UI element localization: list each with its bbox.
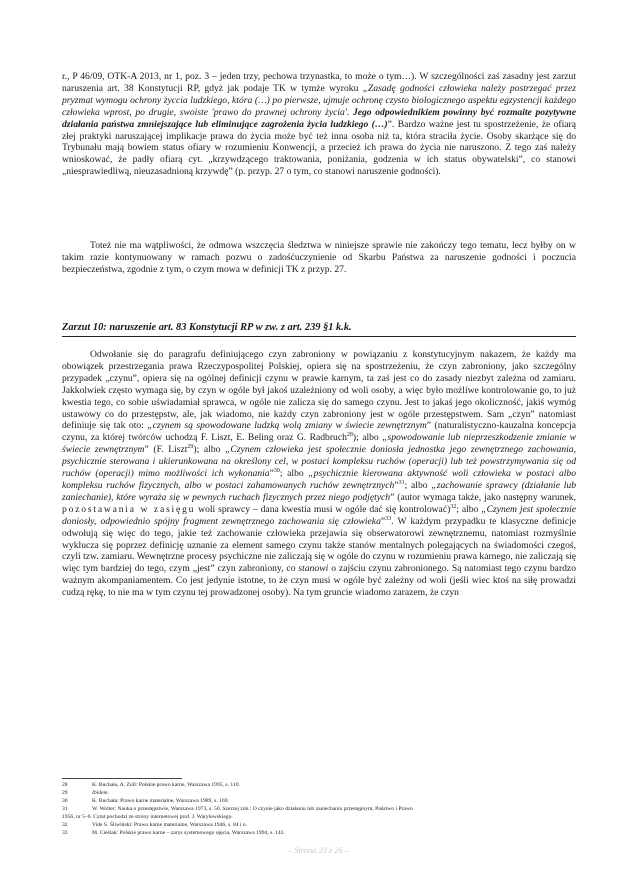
quote-tk-emphasis: Jego odpowiednikiem powinny być rozmaite pozytywne działania państwa zmniejszające lub eliminujące zagrożenia życia ludzkiego (…) (62, 106, 576, 130)
footnote (62, 797, 576, 805)
footnote-ref[interactable]: 32 (450, 503, 457, 510)
footnote-number: 30 (62, 798, 68, 804)
quote-definition: „czynem są spowodowane ludzką wolą zmiany w świecie zewnętrznym (147, 420, 427, 432)
footnotes (62, 781, 576, 837)
footnote-ref[interactable]: 29 (187, 444, 194, 451)
text-run: ” (380, 515, 386, 527)
text-run: ); albo (193, 444, 226, 456)
text-run: ; albo (456, 503, 482, 515)
footnote-number: 28 (62, 782, 68, 788)
emphasis-word: stanowi (298, 563, 329, 575)
quote-definition: „spowodowanie lub nieprzeszkodzenie zmianie w świecie zewnętrznym (62, 432, 576, 456)
footnote-number: 31 (62, 806, 68, 812)
footnote (62, 805, 576, 813)
footnote-ref[interactable]: 31 (398, 479, 405, 486)
text-run: woli sprawcy – dana kwestia musi w ogóle dać się kontrolować) (195, 503, 451, 515)
text-run: ; albo (279, 468, 309, 480)
heading-underline (62, 336, 576, 337)
quote-definition: „Czynem człowieka jest społecznie doniosła jednostka jego zewnętrznego zachowania, psychicznie sterowana i ukierunkowana na określony cel, w postaci kompleksu ruchów (operacji) lub też powstrzymywania się od ruchów (operacji) mimo możliwości ich wykonania (62, 444, 576, 480)
footnote-text: K. Buchała, A. Zoll: Polskie prawo karne, Warszawa 1995, s. 110. (92, 782, 240, 788)
text-run: r., P 46/09, OTK-A 2013, nr 1, poz. 3 – jeden trzy, pechowa trzynastka, to może o tym…). W szczególności zaś zasadny jest zarzut naruszenia art. 38 Konstytucji RP, gdyż jak podaje TK w tymże wyroku (62, 71, 576, 94)
quote-tk: „Zasadę godności człowieka należy postrzegać przez pryzmat wymogu ochrony życcia ludzkiego, która (…) po pierwsze, ujmuje ochronę czysto biologicznego aspektu egzystencji każdego człowieka wprost, po drugie, swoiste 'prawo do prawnej ochrony życia'. (62, 82, 576, 118)
section-heading (62, 322, 576, 333)
footnote-text: K. Buchała: Prawo karne materialne, Warszawa 1989, s. 169. (92, 798, 229, 804)
footnote-number: 29 (62, 790, 68, 796)
paragraph-main (62, 349, 576, 599)
spaced-text: pozostawania w zasięgu (62, 503, 196, 515)
text-run: ” (autor wymaga także, jako następny warunek, (390, 491, 576, 503)
footnote-text: W. Wolter: Nauka o przestępstwie, Warszawa 1973, s. 50. Szerzej zob.: O czynie jako działaniu lub zaniechaniu przestępnym, Państwo i Prawo (92, 806, 413, 812)
footnote-text: Ibidem. (92, 790, 109, 796)
quote-definition: „Czynem jest społecznie doniosły, odpowiednio spójny fragment zewnętrznego zachowania się człowieka (62, 503, 576, 527)
footnote-number: 33 (62, 830, 68, 836)
footnote (62, 821, 576, 829)
quote-definition: „zachowanie sprawcy (działanie lub zaniechanie), które wyraża się w pewnych ruchach fizycznych przez niego podjętych (62, 479, 577, 503)
footnote-text: M. Cieślak: Polskie prawo karne – zarys systemowego ujęcia, Warszawa 1994, s. 143. (92, 830, 285, 836)
footnote-continuation: 1956, nr 5–6. Cytat pochodzi ze strony internetowej prof. J. Warylewskiego. (62, 814, 233, 820)
paragraph-continuation (62, 71, 576, 178)
page-number: – Strona 23 z 26 – (288, 846, 349, 855)
footnote-ref[interactable]: 33 (385, 515, 392, 522)
text-run: ; albo (404, 479, 432, 491)
footnote-text: Vide S. Śliwiński: Prawo karne materialne, Warszawa 1946, s. 84 i n. (92, 822, 248, 828)
text-run: ” (naturalistyczno-kauzalna koncepcja czynu, za której twórców uchodzą F. Liszt, E. Beling oraz G. Radbruch (62, 420, 576, 444)
text-run: ” (394, 479, 399, 491)
text-run: ); albo (352, 432, 383, 444)
footnote-number: 32 (62, 822, 68, 828)
footnote-ref[interactable]: 30 (273, 468, 280, 475)
text-run: ” (269, 468, 274, 480)
text-run: o zajściu czynu zabronionego. Są natomiast tego czynu bardzo ważnym akompaniamentem. Co jest jedynie istotne, to że czyn musi w ogóle być zależny od woli (jeśli wiec ktoś na siłę prowadzi cudzą rękę, to nie ma w tym czynu tej prowadzonej osoby). Na tym gruncie wiadomo zarazem, że czyn (62, 563, 576, 599)
footnote (62, 781, 576, 789)
text-run: ” (F. Liszt (144, 444, 188, 456)
footnote-ref[interactable]: 28 (346, 432, 353, 439)
text-run: Odwołanie się do paragrafu definiującego czyn zabroniony w powiązaniu z konstytucyjnym nakazem, że każdy ma obowiązek przestrzegania prawa Rzeczypospolitej Polskiej, opiera się na spostrzeżeniu, że czyn zabroniony, jako szczególny przypadek „czynu”, opiera się na ogólnej definicji czynu w prawie karnym, ta zaś jest co do zasady niezbyt zależna od zamiaru. Jakkolwiek często wymaga się, by czyn w ogóle był jakoś uzależniony od woli osoby, a więc było możliwe kontrolowanie go, to już kwestia tego, co sobie uświadamiał sprawca, w ogóle nie zalicza się do samego czynu. Jest to jakaś jego okoliczność, jakiś wymóg ustawowy co do przestępstw, ale, jak wiadomo, nie każdy czyn zabroniony jest w ogóle przestępstwem. Sam „czyn” natomiast definiuje się tak oto: (62, 349, 576, 432)
footnote-separator (62, 778, 182, 779)
footnote (62, 789, 576, 797)
footnote (62, 829, 576, 837)
quote-definition: „psychicznie kierowana aktywność woli człowieka w postaci albo kompleksu ruchów fizycznych, albo w postaci zahamowanych ruchów zewnętrznych (62, 468, 576, 491)
paragraph-text: Toteż nie ma wątpliwości, że odmowa wszczęcia śledztwa w niniejsze sprawie nie zakończy tego tematu, lecz byłby on w takim razie kontynuowany w ramach pozwu o zadośćuczynienie od Skarbu Państwa za naruszenie godności i poczucia bezpieczeństwa, zgodnie z tym, o czym mowa w definicji TK z przyp. 27. (62, 240, 576, 275)
paragraph-conclusion (62, 240, 576, 276)
text-run: ”. Bardzo ważne jest tu spostrzeżenie, że ofiarą złej praktyki naruszającej implikacje prawa do życia może być też inna osoba niż ta, która straciła życie. Osoby skarżące się do Trybunału mają bowiem status ofiary w rozumieniu Konwencji, a przecież ich prawa do życia nie naruszono. Z tego zaś należy wnioskować, że padły ofiarą cyt. „krzywdzącego traktowania, poniżania, godzenia w ich status obywatelski”, co stanowi „niesprawiedliwą, nieuzasadnioną krzywdę” (p. przyp. 27 o tym, co stanowi naruszenie godności). (62, 118, 576, 178)
text-run: . W każdym przypadku te klasyczne definicje odwołują się więc do tego, jakie też zachowanie człowieka przejawia się obserwatorowi zewnętrznemu, natomiast rozmyślnie wyklucza się poprzez definicję uznanie za element samego czynu także stanów mentalnych polegających na świadomości czegoś, czyli tzw. zamiaru. Wewnętrzne procesy psychiczne nie zaliczają się w ogóle do czynu w rozumieniu prawa karnego, nie zaliczają się więc tym bardziej do tego, czym „jest” czyn zabroniony, co (62, 515, 576, 575)
section-heading-text: Zarzut 10: naruszenie art. 83 Konstytucji RP w zw. z art. 239 §1 k.k. (62, 322, 352, 333)
